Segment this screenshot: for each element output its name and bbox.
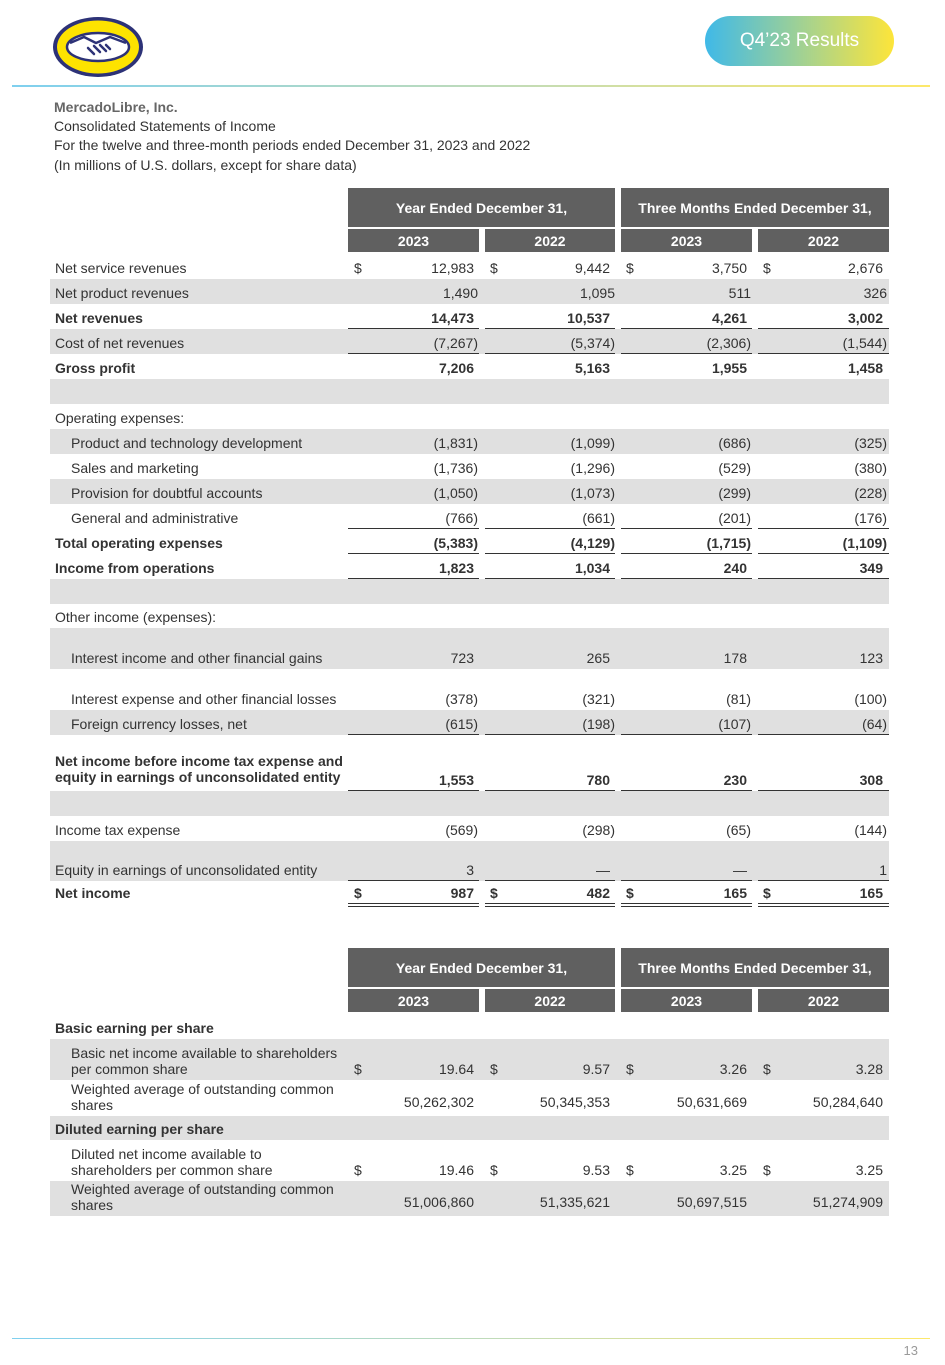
statement-row bbox=[50, 304, 889, 329]
statement-row bbox=[50, 710, 889, 735]
double-underline-rule bbox=[758, 906, 889, 907]
value-quarter-2022: (144) bbox=[854, 822, 887, 838]
row-label: Equity in earnings of unconsolidated entity bbox=[55, 862, 318, 878]
statement-row bbox=[50, 254, 889, 279]
value-year-2023: 1,490 bbox=[442, 285, 478, 301]
currency-symbol: $ bbox=[354, 1061, 362, 1077]
eps-column-quarter-2023: 2023 bbox=[621, 989, 752, 1012]
underline-rule bbox=[758, 553, 889, 554]
value-year-2022: (1,296) bbox=[570, 460, 615, 476]
value-quarter-2023: 1,955 bbox=[711, 360, 747, 376]
value-year-2023: 1,823 bbox=[438, 560, 474, 576]
value-quarter-2023: 165 bbox=[723, 885, 747, 901]
underline-rule bbox=[621, 353, 752, 354]
statement-row bbox=[50, 479, 889, 504]
value-quarter-2023: (1,715) bbox=[706, 535, 751, 551]
row-label: Sales and marketing bbox=[71, 460, 199, 476]
value-quarter-2022: 2,676 bbox=[847, 260, 883, 276]
value-quarter-2023: (65) bbox=[726, 822, 751, 838]
value-quarter-2023: 50,631,669 bbox=[676, 1094, 747, 1110]
value-quarter-2023: (107) bbox=[718, 716, 751, 732]
currency-symbol: $ bbox=[763, 260, 771, 276]
value-quarter-2023: (529) bbox=[718, 460, 751, 476]
statement-row bbox=[50, 881, 889, 904]
row-label: Basic net income available to shareholders per common share bbox=[71, 1045, 338, 1077]
value-year-2022: — bbox=[596, 862, 610, 878]
value-quarter-2022: 165 bbox=[859, 885, 883, 901]
page-number: 13 bbox=[903, 1343, 918, 1358]
value-year-2022: 50,345,353 bbox=[539, 1094, 610, 1110]
double-underline-rule bbox=[348, 906, 479, 907]
value-year-2022: 5,163 bbox=[574, 360, 610, 376]
spacer-row bbox=[50, 791, 889, 816]
currency-symbol: $ bbox=[490, 885, 498, 901]
row-label: Interest expense and other financial losses bbox=[71, 691, 337, 707]
value-year-2023: 19.46 bbox=[438, 1162, 474, 1178]
value-quarter-2022: (1,544) bbox=[842, 335, 887, 351]
eps-column-year-2022: 2022 bbox=[485, 989, 615, 1012]
value-quarter-2022: 3,002 bbox=[847, 310, 883, 326]
underline-rule bbox=[758, 790, 889, 791]
value-quarter-2023: 3,750 bbox=[711, 260, 747, 276]
value-quarter-2023: 4,261 bbox=[711, 310, 747, 326]
underline-rule bbox=[485, 528, 615, 529]
value-year-2023: 987 bbox=[450, 885, 474, 901]
statement-row bbox=[50, 841, 889, 881]
currency-symbol: $ bbox=[626, 1162, 634, 1178]
column-year-2023: 2023 bbox=[348, 229, 479, 252]
value-quarter-2022: 1,458 bbox=[847, 360, 883, 376]
row-label: Cost of net revenues bbox=[55, 335, 185, 351]
spacer-row bbox=[50, 579, 889, 604]
currency-symbol: $ bbox=[490, 1061, 498, 1077]
section-header-row bbox=[50, 1014, 889, 1039]
value-quarter-2023: (81) bbox=[726, 691, 751, 707]
section-header-row bbox=[50, 604, 889, 628]
currency-symbol: $ bbox=[354, 260, 362, 276]
value-quarter-2022: 308 bbox=[859, 772, 883, 788]
statement-title: Consolidated Statements of Income bbox=[54, 118, 276, 135]
eps-row bbox=[50, 1181, 889, 1216]
row-label: Gross profit bbox=[55, 360, 136, 376]
eps-row bbox=[50, 1080, 889, 1116]
row-label: General and administrative bbox=[71, 510, 239, 526]
value-quarter-2023: 3.25 bbox=[719, 1162, 747, 1178]
value-year-2023: (5,383) bbox=[433, 535, 478, 551]
value-quarter-2023: — bbox=[733, 862, 747, 878]
row-label: Provision for doubtful accounts bbox=[71, 485, 263, 501]
value-year-2023: 50,262,302 bbox=[403, 1094, 474, 1110]
double-underline-rule bbox=[485, 906, 615, 907]
underline-rule bbox=[758, 328, 889, 329]
value-year-2022: (298) bbox=[582, 822, 615, 838]
underline-rule bbox=[621, 880, 752, 881]
value-quarter-2022: 1 bbox=[879, 862, 887, 878]
value-year-2022: 1,095 bbox=[579, 285, 615, 301]
statement-units: (In millions of U.S. dollars, except for share data) bbox=[54, 156, 357, 173]
value-quarter-2023: 511 bbox=[728, 285, 751, 301]
column-group-year-ended: Year Ended December 31, bbox=[348, 188, 615, 227]
value-year-2022: (198) bbox=[582, 716, 615, 732]
row-label: Net revenues bbox=[55, 310, 143, 326]
statement-row bbox=[50, 279, 889, 304]
underline-rule bbox=[485, 553, 615, 554]
quarter-results-badge: Q4’23 Results bbox=[705, 16, 894, 66]
value-year-2023: (1,736) bbox=[433, 460, 478, 476]
statement-row bbox=[50, 735, 889, 791]
row-label: Product and technology development bbox=[71, 435, 303, 451]
value-year-2023: (1,050) bbox=[433, 485, 478, 501]
underline-rule bbox=[348, 328, 479, 329]
eps-column-year-2023: 2023 bbox=[348, 989, 479, 1012]
underline-rule bbox=[348, 353, 479, 354]
underline-rule bbox=[758, 734, 889, 735]
statement-row bbox=[50, 816, 889, 841]
eps-column-group-three-months-ended: Three Months Ended December 31, bbox=[621, 948, 889, 987]
statement-row bbox=[50, 669, 889, 710]
value-quarter-2022: 3.28 bbox=[855, 1061, 883, 1077]
value-quarter-2023: 178 bbox=[723, 650, 747, 666]
currency-symbol: $ bbox=[626, 260, 634, 276]
underline-rule bbox=[348, 880, 479, 881]
value-year-2023: (1,831) bbox=[433, 435, 478, 451]
currency-symbol: $ bbox=[354, 885, 362, 901]
value-year-2023: 1,553 bbox=[438, 772, 474, 788]
underline-rule bbox=[621, 553, 752, 554]
footer-divider bbox=[12, 1338, 930, 1339]
value-year-2022: 265 bbox=[586, 650, 610, 666]
statement-row bbox=[50, 628, 889, 669]
underline-rule bbox=[758, 353, 889, 354]
column-year-2022: 2022 bbox=[485, 229, 615, 252]
currency-symbol: $ bbox=[763, 1061, 771, 1077]
value-quarter-2023: 240 bbox=[723, 560, 747, 576]
currency-symbol: $ bbox=[490, 260, 498, 276]
row-label: Net income before income tax expense and equity in earnings of unconsolidated entity bbox=[55, 753, 343, 785]
value-year-2022: (1,073) bbox=[570, 485, 615, 501]
value-year-2023: (615) bbox=[445, 716, 478, 732]
section-header-row bbox=[50, 404, 889, 429]
double-underline-rule bbox=[621, 906, 752, 907]
currency-symbol: $ bbox=[354, 1162, 362, 1178]
row-label: Operating expenses: bbox=[55, 410, 185, 426]
underline-rule bbox=[485, 578, 615, 579]
value-year-2023: 19.64 bbox=[438, 1061, 474, 1077]
underline-rule bbox=[758, 528, 889, 529]
underline-rule bbox=[621, 528, 752, 529]
underline-rule bbox=[621, 734, 752, 735]
underline-rule bbox=[348, 528, 479, 529]
currency-symbol: $ bbox=[626, 885, 634, 901]
eps-row bbox=[50, 1039, 889, 1080]
underline-rule bbox=[348, 734, 479, 735]
column-quarter-2023: 2023 bbox=[621, 229, 752, 252]
value-quarter-2022: (176) bbox=[854, 510, 887, 526]
value-year-2023: (7,267) bbox=[433, 335, 478, 351]
section-header-row bbox=[50, 1116, 889, 1140]
value-quarter-2023: 50,697,515 bbox=[676, 1194, 747, 1210]
double-underline-rule bbox=[348, 903, 479, 904]
row-label: Income tax expense bbox=[55, 822, 181, 838]
row-label: Income from operations bbox=[55, 560, 215, 576]
value-year-2022: 9.57 bbox=[582, 1061, 610, 1077]
double-underline-rule bbox=[485, 903, 615, 904]
currency-symbol: $ bbox=[490, 1162, 498, 1178]
double-underline-rule bbox=[758, 903, 889, 904]
row-label: Net income bbox=[55, 885, 131, 901]
currency-symbol: $ bbox=[763, 1162, 771, 1178]
value-year-2023: 3 bbox=[466, 862, 474, 878]
underline-rule bbox=[621, 578, 752, 579]
statement-row bbox=[50, 454, 889, 479]
underline-rule bbox=[758, 578, 889, 579]
value-quarter-2023: (686) bbox=[718, 435, 751, 451]
value-year-2023: (766) bbox=[445, 510, 478, 526]
value-quarter-2022: (100) bbox=[854, 691, 887, 707]
value-year-2023: 51,006,860 bbox=[403, 1194, 474, 1210]
value-year-2022: (4,129) bbox=[570, 535, 615, 551]
value-quarter-2023: (201) bbox=[718, 510, 751, 526]
value-year-2022: 780 bbox=[586, 772, 610, 788]
value-year-2022: (661) bbox=[582, 510, 615, 526]
value-quarter-2022: 3.25 bbox=[855, 1162, 883, 1178]
eps-row bbox=[50, 1140, 889, 1181]
value-year-2023: 14,473 bbox=[431, 310, 474, 326]
value-quarter-2022: 50,284,640 bbox=[812, 1094, 883, 1110]
value-quarter-2022: (228) bbox=[854, 485, 887, 501]
value-year-2022: 10,537 bbox=[567, 310, 610, 326]
underline-rule bbox=[621, 328, 752, 329]
statement-row bbox=[50, 354, 889, 379]
underline-rule bbox=[348, 790, 479, 791]
header-divider bbox=[12, 85, 930, 87]
column-quarter-2022: 2022 bbox=[758, 229, 889, 252]
value-quarter-2022: 51,274,909 bbox=[812, 1194, 883, 1210]
row-label: Foreign currency losses, net bbox=[71, 716, 247, 732]
value-quarter-2022: (64) bbox=[862, 716, 887, 732]
value-quarter-2023: 230 bbox=[723, 772, 747, 788]
value-quarter-2022: (1,109) bbox=[842, 535, 887, 551]
underline-rule bbox=[485, 353, 615, 354]
value-year-2022: 51,335,621 bbox=[539, 1194, 610, 1210]
eps-column-group-year-ended: Year Ended December 31, bbox=[348, 948, 615, 987]
statement-row bbox=[50, 329, 889, 354]
company-name: MercadoLibre, Inc. bbox=[54, 99, 178, 115]
spacer-row bbox=[50, 379, 889, 404]
value-quarter-2023: (2,306) bbox=[706, 335, 751, 351]
row-label: Diluted earning per share bbox=[55, 1121, 224, 1137]
value-year-2023: (569) bbox=[445, 822, 478, 838]
value-year-2023: (378) bbox=[445, 691, 478, 707]
underline-rule bbox=[485, 328, 615, 329]
value-year-2022: (5,374) bbox=[570, 335, 615, 351]
underline-rule bbox=[621, 790, 752, 791]
value-quarter-2022: 123 bbox=[859, 650, 883, 666]
row-label: Net product revenues bbox=[55, 285, 189, 301]
value-quarter-2022: (380) bbox=[854, 460, 887, 476]
double-underline-rule bbox=[621, 903, 752, 904]
value-year-2022: 482 bbox=[586, 885, 610, 901]
value-quarter-2022: (325) bbox=[854, 435, 887, 451]
handshake-logo-icon bbox=[52, 16, 144, 78]
underline-rule bbox=[348, 553, 479, 554]
statement-row bbox=[50, 554, 889, 579]
value-year-2022: 9,442 bbox=[574, 260, 610, 276]
underline-rule bbox=[485, 790, 615, 791]
value-quarter-2023: (299) bbox=[718, 485, 751, 501]
row-label: Basic earning per share bbox=[55, 1020, 214, 1036]
row-label: Net service revenues bbox=[55, 260, 187, 276]
underline-rule bbox=[485, 734, 615, 735]
currency-symbol: $ bbox=[763, 885, 771, 901]
value-year-2023: 7,206 bbox=[438, 360, 474, 376]
value-year-2022: 1,034 bbox=[574, 560, 610, 576]
underline-rule bbox=[485, 880, 615, 881]
eps-column-quarter-2022: 2022 bbox=[758, 989, 889, 1012]
currency-symbol: $ bbox=[626, 1061, 634, 1077]
row-label: Total operating expenses bbox=[55, 535, 223, 551]
statement-row bbox=[50, 429, 889, 454]
value-quarter-2022: 326 bbox=[863, 285, 887, 301]
statement-row bbox=[50, 529, 889, 554]
value-year-2023: 723 bbox=[450, 650, 474, 666]
row-label: Weighted average of outstanding common shares bbox=[71, 1181, 334, 1213]
value-year-2022: (321) bbox=[582, 691, 615, 707]
value-year-2022: 9.53 bbox=[582, 1162, 610, 1178]
statement-period: For the twelve and three-month periods ended December 31, 2023 and 2022 bbox=[54, 137, 531, 154]
value-year-2022: (1,099) bbox=[570, 435, 615, 451]
underline-rule bbox=[758, 880, 889, 881]
value-quarter-2023: 3.26 bbox=[719, 1061, 747, 1077]
row-label: Diluted net income available to shareholders per common share bbox=[71, 1146, 273, 1178]
statement-heading bbox=[54, 98, 530, 175]
row-label: Other income (expenses): bbox=[55, 609, 217, 625]
value-quarter-2022: 349 bbox=[859, 560, 883, 576]
underline-rule bbox=[348, 578, 479, 579]
statement-row bbox=[50, 504, 889, 529]
value-year-2023: 12,983 bbox=[431, 260, 474, 276]
row-label: Interest income and other financial gains bbox=[71, 650, 323, 666]
column-group-three-months-ended: Three Months Ended December 31, bbox=[621, 188, 889, 227]
row-label: Weighted average of outstanding common shares bbox=[71, 1081, 334, 1113]
